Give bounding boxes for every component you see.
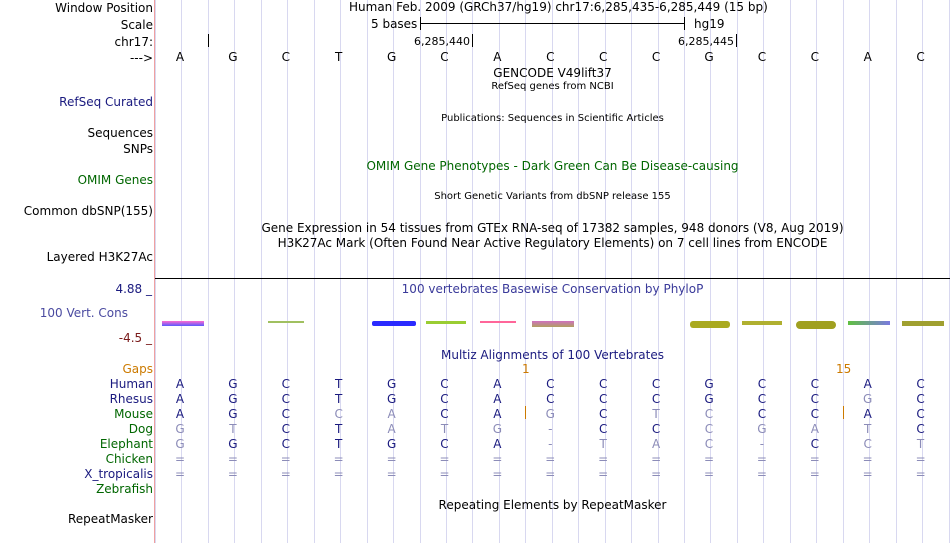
ruler-tick-1 xyxy=(472,34,473,47)
alignment-base: T xyxy=(916,437,925,451)
alignment-base: - xyxy=(548,437,553,451)
alignment-base: = xyxy=(280,452,291,466)
alignment-base: T xyxy=(440,422,449,436)
omim-track-title: OMIM Gene Phenotypes - Dark Green Can Be Disease-causing xyxy=(366,159,739,173)
omim-track-label[interactable]: OMIM Genes xyxy=(77,173,153,187)
mouse-insertion-mark-1 xyxy=(525,406,526,419)
sequence-base: A xyxy=(493,50,502,64)
alignment-base: A xyxy=(493,377,502,391)
scale-bar xyxy=(420,23,685,24)
ruler-tick-start xyxy=(208,34,209,47)
alignment-base: C xyxy=(440,437,449,451)
cons-track-label[interactable]: 100 Vert. Cons xyxy=(39,306,128,320)
alignment-base: T xyxy=(864,422,872,436)
alignment-base: = xyxy=(333,467,344,481)
sequence-base: C xyxy=(916,50,925,64)
alignment-base: A xyxy=(863,377,872,391)
alignment-base: G xyxy=(386,392,397,406)
scale-text: 5 bases xyxy=(371,17,418,31)
alignment-base: C xyxy=(281,437,290,451)
alignment-base: C xyxy=(916,392,925,406)
species-label-chicken[interactable]: Chicken xyxy=(105,452,153,466)
dbsnp-track-title: Short Genetic Variants from dbSNP release 155 xyxy=(434,191,671,202)
gencode-track-title[interactable]: GENCODE V49lift37 xyxy=(493,66,612,80)
h3k27ac-track-label[interactable]: Layered H3K27Ac xyxy=(46,250,153,264)
cons-bar xyxy=(268,321,304,323)
cons-bar xyxy=(848,321,890,325)
alignment-base: = xyxy=(598,467,609,481)
cons-bar xyxy=(796,321,836,329)
alignment-base: C xyxy=(651,377,661,391)
alignment-base: = xyxy=(333,452,344,466)
alignment-base: C xyxy=(916,377,925,391)
alignment-base: = xyxy=(915,467,926,481)
alignment-base: T xyxy=(599,437,607,451)
window-position-label: Window Position xyxy=(55,1,153,15)
alignment-base: G xyxy=(545,407,555,421)
alignment-base: C xyxy=(281,407,290,421)
species-label-human[interactable]: Human xyxy=(109,377,153,391)
gap-count-2: 15 xyxy=(836,362,852,376)
alignment-base: C xyxy=(651,392,661,406)
alignment-base: A xyxy=(863,407,872,421)
alignment-base: = xyxy=(651,452,662,466)
alignment-base: = xyxy=(439,467,450,481)
sequence-base: C xyxy=(546,50,555,64)
gap-count-1: 1 xyxy=(522,362,530,376)
alignment-base: G xyxy=(228,407,238,421)
alignment-base: G xyxy=(704,377,714,391)
alignment-base: T xyxy=(335,392,343,406)
alignment-base: C xyxy=(757,377,767,391)
h3k27ac-track-title: H3K27Ac Mark (Often Found Near Active Regulatory Elements) on 7 cell lines from ENCODE xyxy=(277,236,828,250)
alignment-base: C xyxy=(440,392,449,406)
snps-track-label[interactable]: SNPs xyxy=(123,142,153,156)
refseq-track-label[interactable]: RefSeq Curated xyxy=(59,95,153,109)
alignment-base: = xyxy=(174,467,186,481)
alignment-base: = xyxy=(703,452,715,466)
gaps-label: Gaps xyxy=(122,362,153,376)
sequence-base: C xyxy=(810,50,819,64)
dbsnp-track-label[interactable]: Common dbSNP(155) xyxy=(23,204,153,218)
alignment-base: G xyxy=(863,392,873,406)
alignment-base: G xyxy=(704,392,714,406)
alignment-base: C xyxy=(281,422,290,436)
chrom-label: chr17: xyxy=(114,35,153,49)
alignment-base: C xyxy=(757,407,767,421)
alignment-base: = xyxy=(227,467,238,481)
alignment-base: = xyxy=(227,452,238,466)
sequence-base: C xyxy=(651,50,661,64)
alignment-base: C xyxy=(598,422,608,436)
ruler-position-1: 6,285,440 xyxy=(414,35,470,48)
alignment-base: C xyxy=(916,407,925,421)
alignment-base: = xyxy=(809,452,820,466)
sequence-base: G xyxy=(704,50,714,64)
alignment-base: A xyxy=(810,422,819,436)
alignment-base: - xyxy=(548,422,553,436)
alignment-base: T xyxy=(652,407,660,421)
sequence-base: T xyxy=(335,50,343,64)
alignment-base: C xyxy=(440,407,449,421)
strand-label: ---> xyxy=(129,51,153,65)
species-label-mouse[interactable]: Mouse xyxy=(114,407,153,421)
sequence-base: C xyxy=(281,50,290,64)
sequence-base: G xyxy=(228,50,238,64)
scale-label: Scale xyxy=(120,18,153,32)
sequence-base: C xyxy=(757,50,767,64)
alignment-base: G xyxy=(757,422,767,436)
alignment-base: A xyxy=(175,407,185,421)
alignment-base: = xyxy=(439,452,450,466)
alignment-base: A xyxy=(493,407,502,421)
alignment-base: G xyxy=(175,437,185,451)
alignment-base: A xyxy=(387,422,396,436)
sequence-base: A xyxy=(175,50,185,64)
alignment-base: C xyxy=(598,392,608,406)
repeatmasker-track-label[interactable]: RepeatMasker xyxy=(67,512,153,526)
species-label-elephant[interactable]: Elephant xyxy=(99,437,153,451)
alignment-base: A xyxy=(175,392,185,406)
repeatmasker-track-title: Repeating Elements by RepeatMasker xyxy=(438,498,667,512)
alignment-base: C xyxy=(704,437,714,451)
alignment-base: G xyxy=(492,422,503,436)
alignment-base: = xyxy=(174,452,186,466)
scale-bar-left-tick xyxy=(420,17,421,30)
alignment-base: T xyxy=(335,422,343,436)
cons-bar xyxy=(742,321,782,325)
alignment-base: = xyxy=(756,467,767,481)
alignment-base: T xyxy=(335,437,343,451)
alignment-base: G xyxy=(228,392,238,406)
species-label-zebrafish[interactable]: Zebrafish xyxy=(96,482,153,496)
alignment-base: T xyxy=(335,377,343,391)
track-separator xyxy=(155,278,950,279)
mouse-insertion-mark-2 xyxy=(843,406,844,419)
ruler-tick-2 xyxy=(736,34,737,47)
cons-bar xyxy=(532,321,574,327)
alignment-base: C xyxy=(546,392,555,406)
scale-assembly: hg19 xyxy=(694,17,725,31)
alignment-base: C xyxy=(598,377,608,391)
ruler-position-2: 6,285,445 xyxy=(678,35,734,48)
window-position-value: Human Feb. 2009 (GRCh37/hg19) chr17:6,285,435-6,285,449 (15 bp) xyxy=(349,0,768,14)
alignment-base: C xyxy=(757,392,767,406)
scale-bar-right-tick xyxy=(684,17,685,30)
species-label-x_tropicalis[interactable]: X_tropicalis xyxy=(84,467,153,481)
alignment-base: C xyxy=(334,407,343,421)
alignment-base: C xyxy=(704,422,714,436)
alignment-base: C xyxy=(863,437,872,451)
alignment-base: G xyxy=(228,377,238,391)
alignment-base: = xyxy=(809,467,820,481)
sequence-base: G xyxy=(386,50,397,64)
alignment-base: = xyxy=(756,452,767,466)
alignment-base: = xyxy=(703,467,715,481)
sequences-track-label[interactable]: Sequences xyxy=(87,126,153,140)
sequence-base: C xyxy=(440,50,449,64)
alignment-base: T xyxy=(229,422,237,436)
alignment-base: C xyxy=(704,407,714,421)
alignment-base: = xyxy=(386,452,397,466)
alignment-base: = xyxy=(651,467,662,481)
alignment-base: C xyxy=(810,437,819,451)
refseq-track-title: RefSeq genes from NCBI xyxy=(491,81,614,92)
cons-bar xyxy=(480,321,516,323)
sequence-base: A xyxy=(863,50,872,64)
alignment-base: G xyxy=(175,422,185,436)
sequence-base: C xyxy=(598,50,608,64)
alignment-base: C xyxy=(810,377,819,391)
alignment-base: = xyxy=(545,467,556,481)
alignment-base: A xyxy=(493,392,502,406)
alignment-base: C xyxy=(598,407,608,421)
multiz-track-title: Multiz Alignments of 100 Vertebrates xyxy=(440,348,665,362)
alignment-base: C xyxy=(651,422,661,436)
alignment-base: = xyxy=(545,452,556,466)
cons-max-label: 4.88 _ xyxy=(115,282,152,296)
gtex-track-title: Gene Expression in 54 tissues from GTEx RNA-seq of 17382 samples, 948 donors (V8, Aug 2019) xyxy=(261,221,844,235)
alignment-base: = xyxy=(492,452,503,466)
cons-bar xyxy=(902,321,944,326)
alignment-base: = xyxy=(862,452,873,466)
alignment-base: - xyxy=(759,437,765,451)
species-label-dog[interactable]: Dog xyxy=(128,422,153,436)
alignment-base: = xyxy=(280,467,291,481)
alignment-base: G xyxy=(386,377,397,391)
alignment-base: A xyxy=(493,437,502,451)
alignment-base: A xyxy=(651,437,661,451)
alignment-base: C xyxy=(546,377,555,391)
alignment-base: = xyxy=(598,452,609,466)
alignment-base: = xyxy=(915,452,926,466)
alignment-base: = xyxy=(386,467,397,481)
species-label-rhesus[interactable]: Rhesus xyxy=(109,392,153,406)
alignment-base: G xyxy=(228,437,238,451)
publications-track-title: Publications: Sequences in Scientific Articles xyxy=(441,113,664,124)
alignment-base: C xyxy=(281,392,290,406)
cons-bar xyxy=(372,321,416,326)
alignment-base: C xyxy=(810,392,819,406)
alignment-base: A xyxy=(175,377,185,391)
cons-bar xyxy=(426,321,466,324)
alignment-base: C xyxy=(810,407,819,421)
alignment-base: C xyxy=(916,422,925,436)
alignment-base: = xyxy=(862,467,873,481)
alignment-base: A xyxy=(387,407,396,421)
cons-bar xyxy=(162,321,204,326)
alignment-base: C xyxy=(440,377,449,391)
phylop-track-title: 100 vertebrates Basewise Conservation by PhyloP xyxy=(401,282,704,296)
cons-min-label: -4.5 _ xyxy=(118,331,152,345)
alignment-base: = xyxy=(492,467,503,481)
alignment-base: G xyxy=(386,437,397,451)
alignment-base: C xyxy=(281,377,290,391)
cons-bar xyxy=(690,321,730,328)
